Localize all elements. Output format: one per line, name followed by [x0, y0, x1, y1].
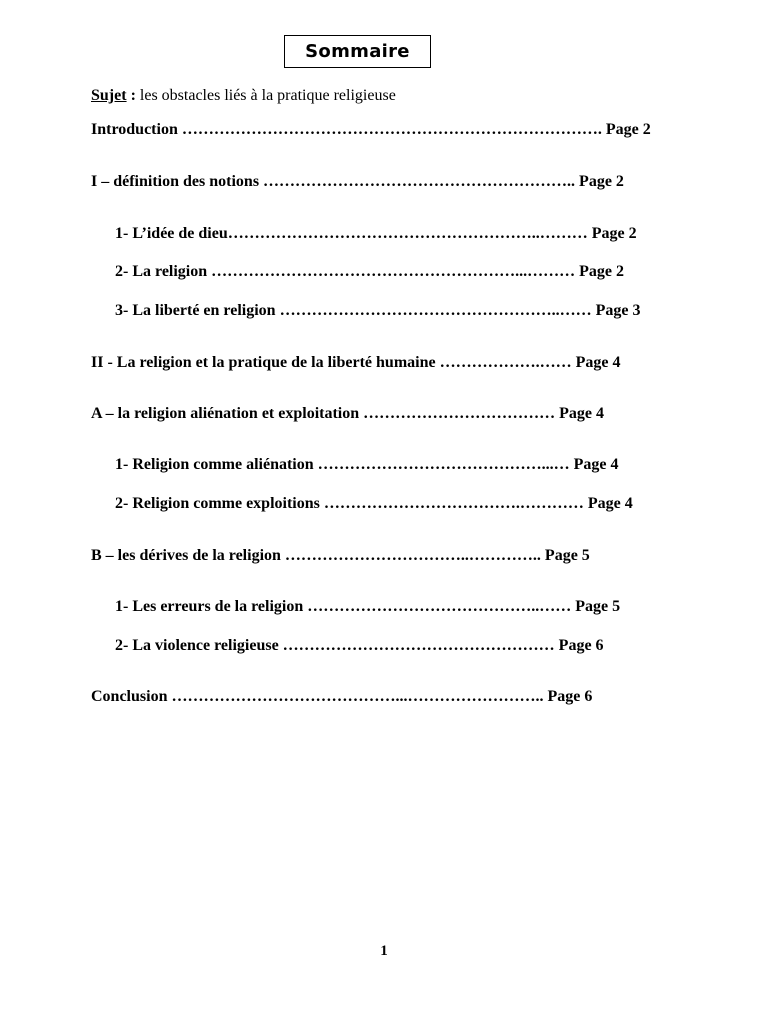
- toc-item-1-1: 1- L’idée de dieu…………………………………………………..……… Page 2: [115, 225, 637, 242]
- toc-item-b-2: 2- La violence religieuse …………………………………………… Page 6: [115, 637, 604, 654]
- subject-colon: :: [126, 87, 136, 104]
- toc-item-1-3: 3- La liberté en religion ……………………………………………..…… Page 3: [115, 302, 641, 319]
- toc-section-2: II - La religion et la pratique de la liberté humaine ……………….…… Page 4: [91, 354, 621, 371]
- toc-section-b: B – les dérives de la religion ……………………………..………….. Page 5: [91, 547, 590, 564]
- page-number: 1: [380, 943, 388, 959]
- subject-line: [91, 87, 396, 105]
- toc-item-b-1: 1- Les erreurs de la religion ……………………………………..…… Page 5: [115, 598, 621, 615]
- subject-text: les obstacles liés à la pratique religieuse: [135, 87, 396, 104]
- toc-section-a: A – la religion aliénation et exploitation ……………………………… Page 4: [91, 405, 605, 422]
- toc-introduction: Introduction ……………………………………………………………………. Page 2: [91, 121, 651, 138]
- toc-section-1: I – définition des notions ………………………………………………….. Page 2: [91, 173, 624, 190]
- toc-conclusion: Conclusion ……………………………………...…………………….. Page 6: [91, 688, 593, 705]
- toc-item-a-2: 2- Religion comme exploitions ……………………………….………… Page 4: [115, 495, 633, 512]
- document-title: Sommaire: [284, 35, 431, 68]
- toc-item-1-2: 2- La religion …………………………………………………...……… Page 2: [115, 263, 625, 280]
- subject-label: Sujet: [91, 87, 127, 104]
- toc-item-a-1: 1- Religion comme aliénation ……………………………………...… Page 4: [115, 456, 619, 473]
